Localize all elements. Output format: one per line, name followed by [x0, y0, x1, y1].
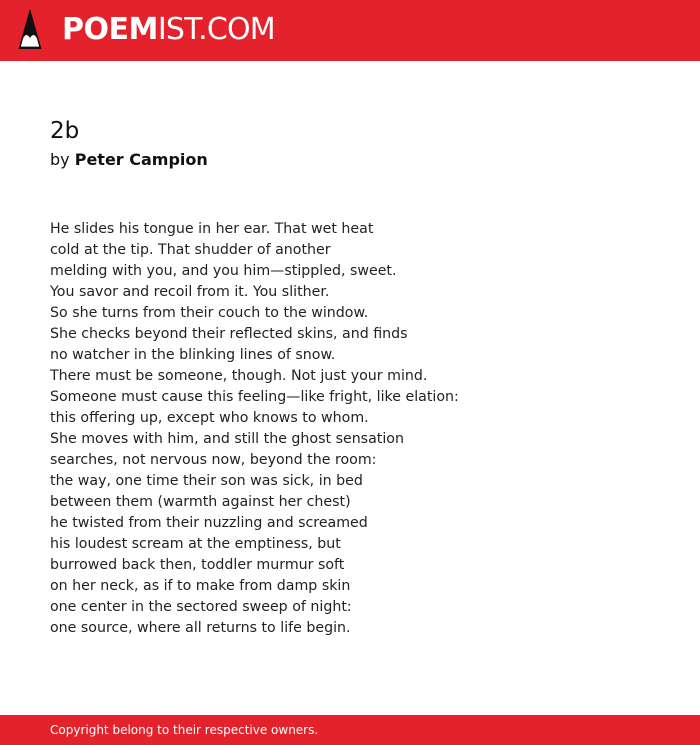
by-label: by — [50, 150, 70, 169]
copyright-text: Copyright belong to their respective owners. — [50, 723, 319, 737]
poem-line: one center in the sectored sweep of night: — [50, 599, 352, 615]
site-logo-link[interactable] — [18, 9, 275, 51]
poem-line: You savor and recoil from it. You slither. — [50, 284, 330, 300]
poem-line: Someone must cause this feeling—like fright, like elation: — [50, 389, 459, 405]
brand-light-text: IST.COM — [157, 12, 275, 47]
poem-line: searches, not nervous now, beyond the room: — [50, 452, 377, 468]
brand-bold-text: POEM — [62, 12, 158, 47]
poem-line: this offering up, except who knows to whom. — [50, 410, 369, 426]
poem-line: He slides his tongue in her ear. That wet heat — [50, 221, 374, 237]
poem-line: no watcher in the blinking lines of snow. — [50, 347, 336, 363]
poem-byline — [50, 150, 670, 169]
site-header — [0, 0, 700, 61]
site-footer — [0, 715, 700, 745]
poem-line: cold at the tip. That shudder of another — [50, 242, 331, 258]
poem-line: There must be someone, though. Not just your mind. — [50, 368, 428, 384]
poem-line: the way, one time their son was sick, in bed — [50, 473, 363, 489]
pencil-tip-logo-icon — [18, 9, 42, 51]
poem-line: on her neck, as if to make from damp skin — [50, 578, 351, 594]
poem-line: one source, where all returns to life begin. — [50, 620, 351, 636]
poem-line: So she turns from their couch to the window. — [50, 305, 369, 321]
site-brand — [62, 9, 275, 51]
poem-line: he twisted from their nuzzling and screamed — [50, 515, 368, 531]
poem-line: She checks beyond their reflected skins, and finds — [50, 326, 408, 342]
poem-text — [50, 219, 660, 639]
poem-line: melding with you, and you him—stippled, sweet. — [50, 263, 397, 279]
poem-title: 2b — [50, 118, 80, 144]
poem-header — [50, 117, 670, 169]
poem-line: between them (warmth against her chest) — [50, 494, 351, 510]
poem-line: his loudest scream at the emptiness, but — [50, 536, 341, 552]
poem-line: She moves with him, and still the ghost sensation — [50, 431, 404, 447]
poem-line: burrowed back then, toddler murmur soft — [50, 557, 345, 573]
author-name: Peter Campion — [74, 150, 208, 169]
